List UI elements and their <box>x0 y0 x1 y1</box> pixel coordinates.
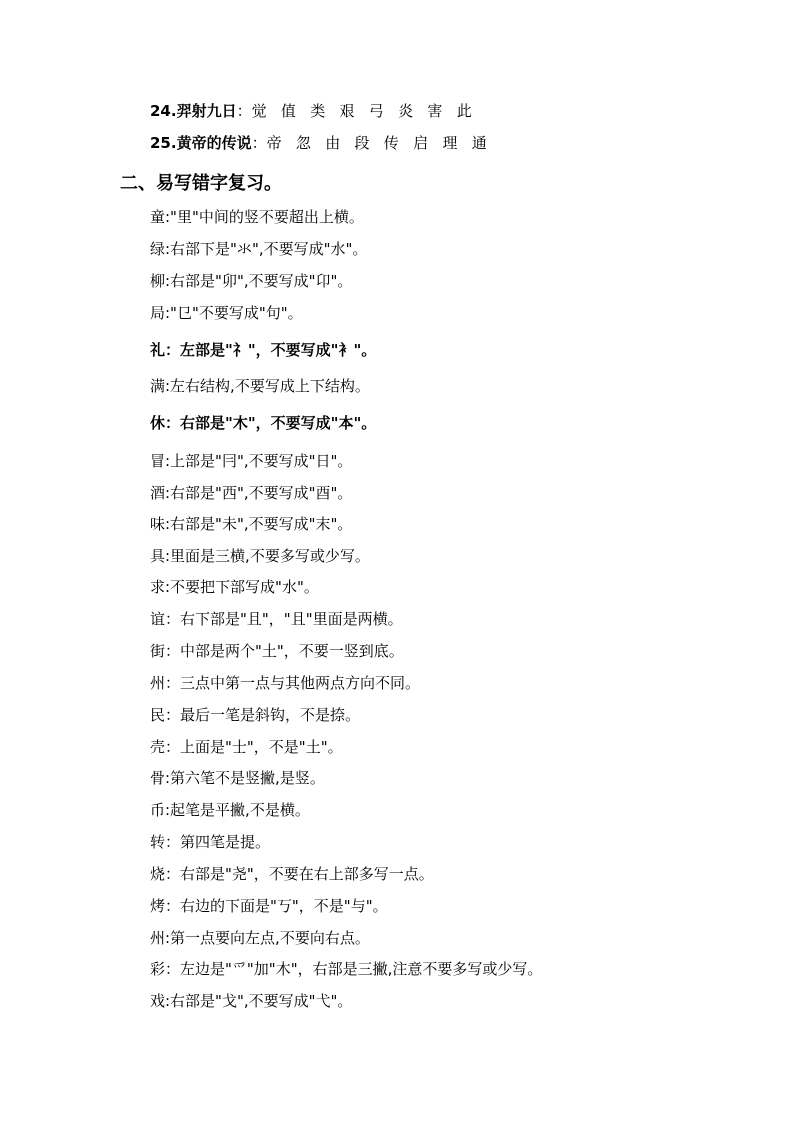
note-line: 彩：左边是"爫"加"木"，右部是三撇,注意不要多写或少写。 <box>150 960 543 978</box>
note-line: 民：最后一笔是斜钩，不是捺。 <box>150 706 361 724</box>
note-line: 具:里面是三横,不要多写或少写。 <box>150 547 370 565</box>
note-line: 戏:右部是"戈",不要写成"弋"。 <box>150 992 353 1010</box>
note-line: 绿:右部下是"氺",不要写成"水"。 <box>150 240 368 258</box>
note-line: 骨:第六笔不是竖撇,是竖。 <box>150 769 325 787</box>
topic-words: 觉 值 类 艰 弓 炎 害 此 <box>251 102 472 120</box>
note-line: 局:"㔾"不要写成"句"。 <box>150 304 303 322</box>
topic-line-25 <box>150 136 487 151</box>
note-line: 求:不要把下部写成"水"。 <box>150 578 319 596</box>
note-line: 冒:上部是"冃",不要写成"日"。 <box>150 452 353 470</box>
note-line: 味:右部是"未",不要写成"末"。 <box>150 515 353 533</box>
section-title: 二、易写错字复习。 <box>120 173 282 194</box>
topic-label: 25.黄帝的传说 <box>150 134 252 152</box>
topic-separator: ： <box>236 102 252 120</box>
note-line: 烧：右部是"尧"，不要在右上部多写一点。 <box>150 865 434 883</box>
note-line: 满:左右结构,不要写成上下结构。 <box>150 377 370 395</box>
note-line: 街：中部是两个"土"，不要一竖到底。 <box>150 642 404 660</box>
note-line: 谊：右下部是"且"，"且"里面是两横。 <box>150 610 403 628</box>
note-line: 烤：右边的下面是"丂"，不是"与"。 <box>150 897 388 915</box>
note-line: 壳：上面是"士"，不是"土"。 <box>150 738 343 756</box>
note-line: 酒:右部是"西",不要写成"酉"。 <box>150 484 353 502</box>
note-line: 币:起笔是平撇,不是横。 <box>150 801 310 819</box>
note-line-bold: 礼：左部是"礻"，不要写成"衤"。 <box>150 341 377 359</box>
note-line: 柳:右部是"卯",不要写成"卬"。 <box>150 272 353 290</box>
note-line: 州：三点中第一点与其他两点方向不同。 <box>150 674 421 692</box>
note-line: 童:"里"中间的竖不要超出上横。 <box>150 208 364 226</box>
topic-line-24 <box>150 104 472 119</box>
topic-separator: ： <box>251 134 267 152</box>
note-line: 转：第四笔是提。 <box>150 833 271 851</box>
note-line: 州:第一点要向左点,不要向右点。 <box>150 929 370 947</box>
topic-label: 24.羿射九日 <box>150 102 237 120</box>
note-line-bold: 休：右部是"木"，不要写成"本"。 <box>150 414 377 432</box>
topic-words: 帝 忽 由 段 传 启 理 通 <box>266 134 487 152</box>
